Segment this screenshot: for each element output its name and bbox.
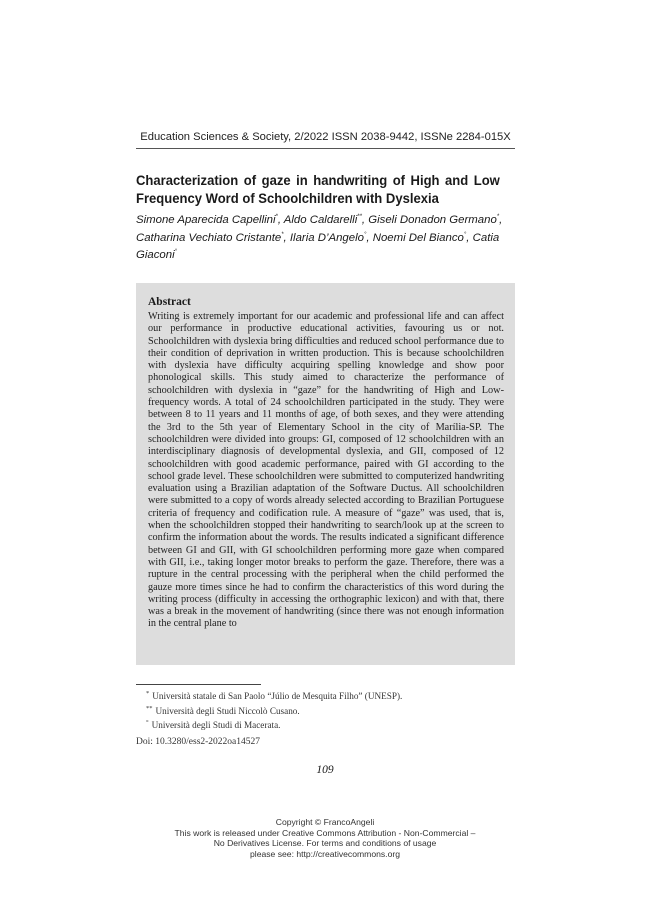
- header-rule: [136, 148, 515, 149]
- author: [136, 232, 290, 244]
- affiliation-mark: °: [363, 231, 367, 238]
- author-name: Noemi Del Bianco: [372, 231, 464, 244]
- footnote-mark: *: [146, 690, 150, 697]
- author-name: Catharina Vechiato Cristante: [136, 231, 282, 244]
- author: [368, 214, 502, 226]
- author-name: Aldo Caldarelli: [283, 213, 358, 226]
- author-list: [136, 210, 515, 263]
- footnote-text: Università degli Studi Niccolò Cusano.: [155, 705, 300, 716]
- paper-title: Characterization of gaze in handwriting of High and Low Frequency Word of Schoolchildren with Dyslexia: [136, 173, 500, 206]
- footnote-text: Università degli Studi di Macerata.: [151, 720, 281, 731]
- author-separator: ,: [366, 231, 373, 244]
- footnote: [146, 717, 402, 732]
- abstract-heading: Abstract: [148, 296, 191, 308]
- author: [284, 214, 368, 226]
- affiliation-mark: °: [463, 231, 467, 238]
- affiliation-mark: **: [357, 214, 362, 220]
- author-name: Giseli Donadon Germano: [368, 213, 497, 226]
- author-separator: ,: [283, 231, 290, 244]
- footnote: [146, 688, 402, 703]
- author: [290, 232, 373, 244]
- page-number: 109: [316, 764, 334, 776]
- footnote: [146, 703, 402, 718]
- author-separator: ,: [499, 213, 503, 226]
- license-url-line[interactable]: please see: http://creativecommons.org: [250, 848, 400, 859]
- author-name: Ilaria D’Angelo: [289, 231, 364, 244]
- author-separator: ,: [277, 213, 284, 226]
- license-line: No Derivatives License. For terms and conditions of usage: [213, 838, 437, 848]
- author-name: Catia Giaconi: [136, 231, 500, 262]
- author: [373, 232, 473, 244]
- affiliation-mark: °: [174, 249, 178, 256]
- author-separator: ,: [361, 213, 369, 226]
- doi-link[interactable]: Doi: 10.3280/ess2-2022oa14527: [136, 737, 261, 747]
- footnote-mark: **: [146, 704, 153, 712]
- abstract-text: Writing is extremely important for our academic and professional life and can affect our performance in productive educational activities, favouring us or not. Schoolchildren with dyslexia bring difficulties and reduced school performance due to their condition of deprivation in written production. This is because schoolchildren with dyslexia have difficulty acquiring spelling knowledge and show poor phonological skills. This study aimed to characterize the performance of schoolchildren with dyslexia in “gaze” for the handwriting of High and Low-frequency words. A total of 24 schoolchildren participated in the study. They were between 8 to 11 years and 11 months of age, of both sexes, and they were attending the 3rd to the 5th year of Elementary School in the city of Marília-SP. The schoolchildren were divided into groups: GI, composed of 12 schoolchildren with an interdisciplinary diagnosis of developmental dyslexia, and GII, composed of 12 schoolchildren with good academic performance, paired with GI according to the school grade level. These schoolchildren were submitted to computerized handwriting evaluation using a Brazilian adaptation of the Software Ductus. All schoolchildren were submitted to a copy of words already selected according to Brazilian Portuguese criteria of frequency and codification rule. A measure of “gaze” was used, that is, when the schoolchildren stopped their handwriting to search/look up at the screen to confirm the information about the words. The results indicated a significant difference between GI and GII, with GI schoolchildren performing more gaze when compared with GII, i.e., taking longer motor breaks to perform the gaze. Therefore, there was a rupture in the central processing with the peripheral when the child performed the gauze more times since he had to confirm the characteristics of this word during the writing process (difficulty in accessing the orthographic lexicon) and with that, there was a break in the movement of handwriting (since there was not enough information in the central plane to: [148, 311, 504, 630]
- footnote-rule: [136, 684, 261, 685]
- author: [136, 214, 284, 226]
- copyright-notice: [0, 817, 650, 859]
- author-name: Simone Aparecida Capellini: [136, 213, 276, 226]
- affiliation-mark: *: [275, 214, 278, 220]
- footnote-text: Università statale di San Paolo “Júlio de Mesquita Filho” (UNESP).: [152, 691, 403, 702]
- author-separator: ,: [466, 231, 473, 244]
- copyright-line: Copyright © FrancoAngeli: [275, 817, 375, 827]
- footnotes: [146, 688, 402, 732]
- license-line: This work is released under Creative Commons Attribution - Non-Commercial –: [174, 827, 476, 838]
- affiliation-mark: *: [496, 214, 500, 220]
- affiliation-mark: *: [281, 231, 284, 238]
- journal-header: Education Sciences & Society, 2/2022 ISSN 2038-9442, ISSNe 2284-015X: [140, 131, 511, 143]
- footnote-mark: °: [146, 719, 149, 727]
